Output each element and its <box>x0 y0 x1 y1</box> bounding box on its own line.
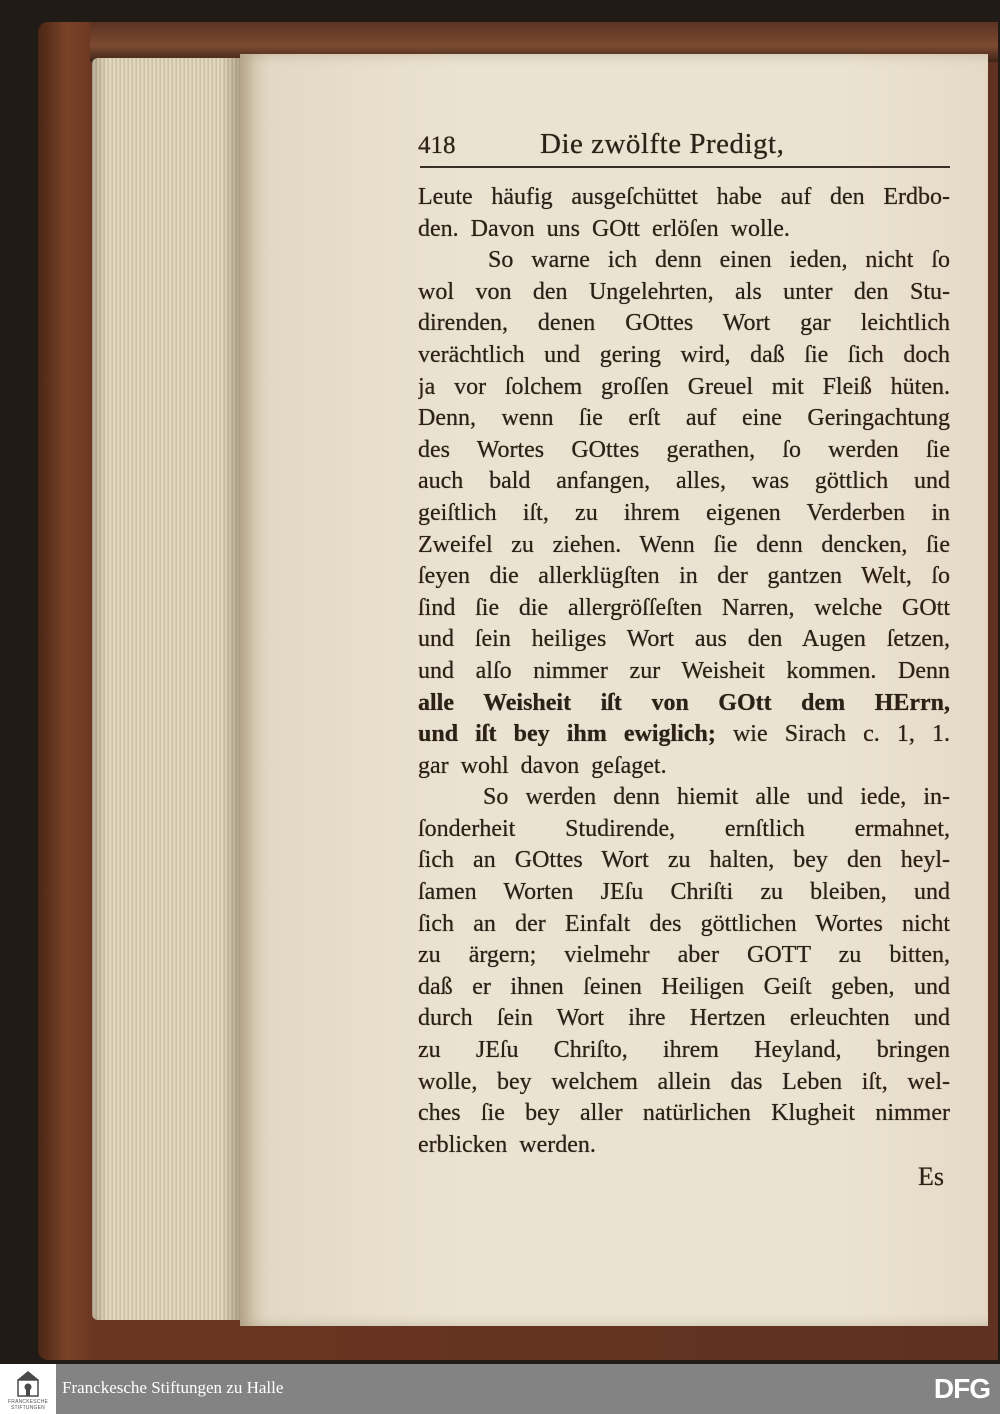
citation-phrase: wie Sirach c. 1, 1. <box>732 721 950 748</box>
franckesche-stiftungen-logo <box>0 1364 56 1414</box>
text-line: geiſtlich iſt, zu ihrem eigenen Verderben in <box>418 499 950 526</box>
text-line: wolle, bey welchem allein das Leben iſt, wel- <box>418 1068 950 1095</box>
page-stack-edge <box>92 58 244 1320</box>
text-line: zu ärgern; vielmehr aber GOTT zu bitten, <box>418 942 950 969</box>
text-line-mixed <box>418 719 950 751</box>
text-line: und ſein heiliges Wort aus den Augen ſetzen, <box>418 626 950 653</box>
text-line: auch bald anfangen, alles, was göttlich und <box>418 468 950 495</box>
logo-lettering: FRANCKESCHE <box>8 1399 48 1405</box>
text-line: ſeyen die allerklügſten in der gantzen Welt, ſo <box>418 563 950 590</box>
emblem-icon <box>16 1370 40 1398</box>
emphasized-text-line: alle Weisheit iſt von GOtt dem HErrn, <box>418 689 950 716</box>
footer-bar <box>0 1364 1000 1414</box>
text-line: des Wortes GOttes gerathen, ſo werden ſie <box>418 436 950 463</box>
text-line: ſonderheit Studirende, ernſtlich ermahnet, <box>418 815 950 842</box>
text-line: direnden, denen GOttes Wort gar leichtlich <box>418 310 950 337</box>
header-rule <box>420 166 950 168</box>
text-line: ja vor ſolchem groſſen Greuel mit Fleiß hüten. <box>418 373 950 400</box>
text-line: wol von den Ungelehrten, als unter den Stu- <box>418 278 950 305</box>
running-title: Die zwölfte Predigt, <box>540 128 785 160</box>
text-line: ches ſie bey aller natürlichen Klugheit nimmer <box>418 1100 950 1127</box>
body-text <box>418 182 950 1161</box>
text-line: Leute häufig ausgeſchüttet habe auf den Erdbo- <box>418 184 950 210</box>
text-line: So warne ich denn einen ieden, nicht ſo <box>488 247 950 274</box>
page-number: 418 <box>418 132 456 159</box>
text-line: ſamen Worten JEſu Chriſti zu bleiben, und <box>418 879 950 906</box>
text-line: ſind ſie die allergröſſeſten Narren, welche GOtt <box>418 594 950 621</box>
page-header <box>418 128 950 164</box>
text-line: So werden denn hiemit alle und iede, in- <box>483 784 950 811</box>
emphasized-phrase: und iſt bey ihm ewiglich; <box>418 721 716 748</box>
text-line: gar wohl davon geſaget. <box>418 752 667 779</box>
text-line: den. Davon uns GOtt erlöſen wolle. <box>418 215 790 242</box>
text-line: Denn, wenn ſie erſt auf eine Geringachtung <box>418 405 950 432</box>
institution-name: Franckesche Stiftungen zu Halle <box>62 1378 284 1397</box>
text-line: durch ſein Wort ihre Hertzen erleuchten und <box>418 1005 950 1032</box>
text-line: zu JEſu Chriſto, ihrem Heyland, bringen <box>418 1037 950 1064</box>
dfg-logo: DFG <box>933 1373 990 1404</box>
text-line: erblicken werden. <box>418 1131 596 1158</box>
text-line: ſich an GOttes Wort zu halten, bey den heyl- <box>418 847 950 874</box>
logo-lettering: STIFTUNGEN <box>11 1405 45 1411</box>
text-line: ſich an der Einfalt des göttlichen Wortes nicht <box>418 910 950 937</box>
catchword: Es <box>918 1162 944 1191</box>
text-line: Zweifel zu ziehen. Wenn ſie denn dencken, ſie <box>418 531 950 558</box>
text-line: verächtlich und gering wird, daß ſie ſich doch <box>418 341 950 368</box>
text-line: daß er ihnen ſeinen Heiligen Geiſt geben, und <box>418 973 950 1000</box>
text-line: und alſo nimmer zur Weisheit kommen. Denn <box>418 657 950 684</box>
